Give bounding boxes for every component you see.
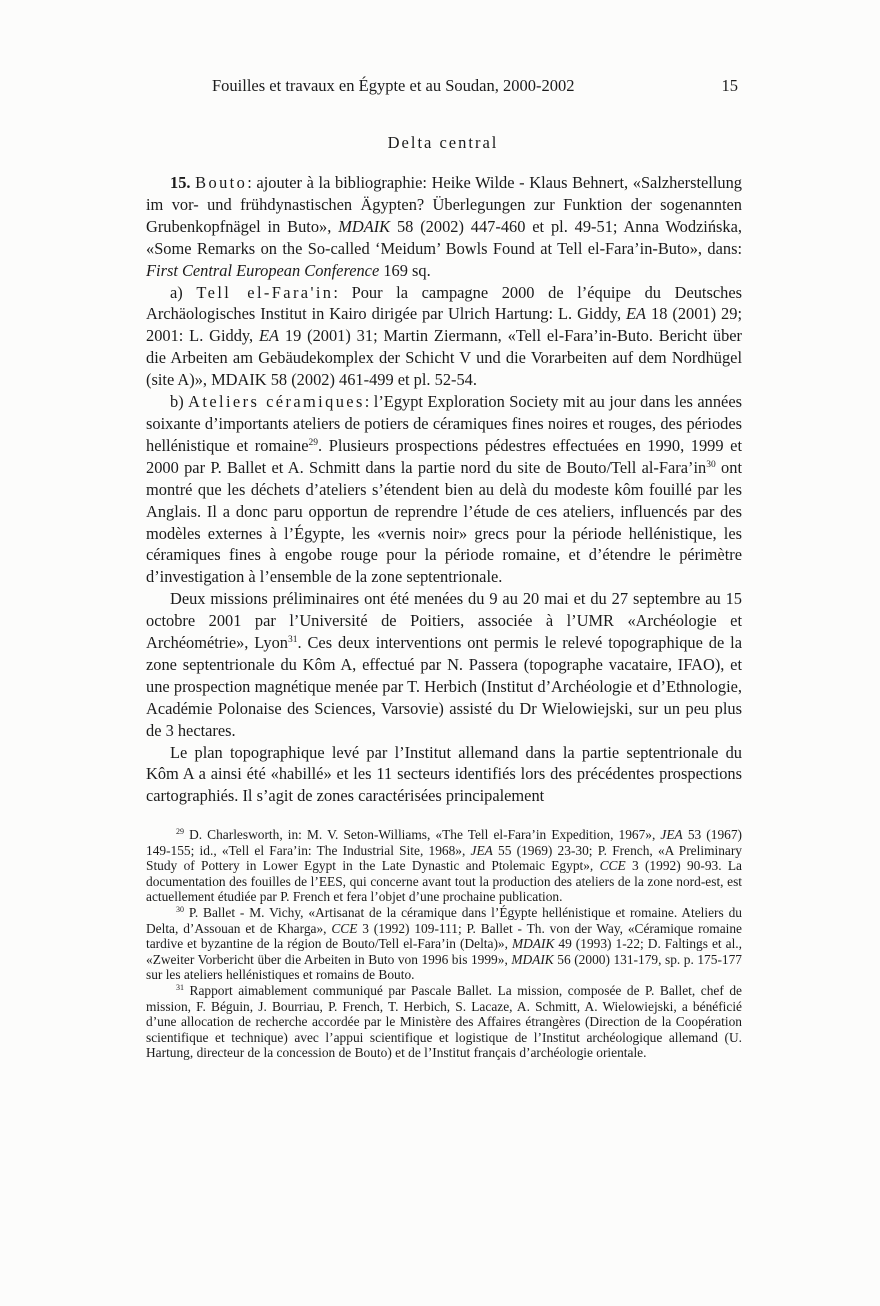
paragraph-text: ont montré que les déchets d’ateliers s’étendent bien au delà du modeste kôm fouillé par les Anglais. Il a donc paru opportun de reprendre l’étude de ces ateliers, influencés par des modèles externes à l’Égypte, les «vernis noir» grecs pour la période hellénistique, les céramiques fines à engobe rouge pour la période romaine, et d’étendre le périmètre d’investigation à l’ensemble de la zone septentrionale. [146, 457, 742, 587]
journal-title: JEA [660, 827, 683, 842]
paragraph-missions [146, 588, 742, 741]
paragraph-ateliers [146, 391, 742, 588]
footnote-31 [146, 983, 742, 1061]
book-title: First Central European Conference [146, 260, 380, 280]
journal-title: CCE [331, 920, 358, 936]
running-title: Fouilles et travaux en Égypte et au Soudan, 2000-2002 [212, 76, 575, 95]
section-title: Delta central [387, 133, 499, 152]
paragraph-tell-el-farain [146, 282, 742, 392]
journal-title: JEA [470, 842, 493, 858]
journal-title: EA [259, 326, 280, 346]
footnote-text: P. Ballet - M. Vichy, «Artisanat de la céramique dans l’Égypte hellénistique et romaine. Ateliers du Delta, d’Assouan et de Kharga», [146, 904, 742, 936]
footnote-text: 55 (1969) 23-30; P. French, «A Preliminary Study of Pottery in Lower Egypt in the Late Dynastic and Ptolemaic Egypt», [146, 842, 742, 874]
footnote-text: 53 (1967) 149-155; id., «Tell el Fara’in: The Industrial Site, 1968», [146, 827, 742, 858]
paragraph-plan [146, 742, 742, 808]
footnote-text: 3 (1992) 109-111; P. Ballet - Th. von der Way, «Céramique romaine tardive et byzantine de la région de Bouto/Tell el-Fara’in (Delta)», [146, 920, 743, 952]
journal-title: EA [626, 304, 647, 324]
subsection-label: a) [170, 282, 197, 302]
paragraph-text: Deux missions préliminaires ont été menées du 9 au 20 mai et du 27 septembre au 15 octobre 2001 par l’Université de Poitiers, associée à l’UMR «Archéologie et Archéométrie», Lyon [146, 589, 742, 653]
footnote-text: D. Charlesworth, in: M. V. Seton-Williams, «The Tell el-Fara’in Expedition, 1967», [184, 827, 661, 842]
journal-title: MDAIK [511, 951, 554, 967]
footnote-text: 49 (1993) 1-22; D. Faltings et al., «Zweiter Vorbericht über die Arbeiten in Buto von 1996 bis 1999», [146, 936, 743, 967]
footnote-text: 56 (2000) 131-179, sp. p. 175-177 sur les ateliers hellénistiques et romains de Bouto. [146, 951, 742, 983]
paragraph-bouto-intro [146, 172, 742, 282]
subsection-label: b) [170, 392, 189, 412]
paragraph-text: . Plusieurs prospections pédestres effectuées en 1990, 1999 et 2000 par P. Ballet et A. Schmitt dans la partie nord du site de Bouto/Tell al-Fara’in [146, 435, 743, 477]
entry-intro-text-3: 169 sq. [379, 260, 431, 280]
footnote-number: 31 [176, 982, 184, 992]
paragraph-text: : Pour la campagne 2000 de l’équipe du Deutsches Archäologisches Institut in Kairo dirigée par Ulrich Hartung: L. Giddy, [146, 282, 742, 324]
subsection-heading: Tell el-Fara'in [196, 282, 334, 302]
footnote-29 [146, 827, 742, 905]
page-number: 15 [721, 76, 738, 95]
entry-intro-text: : ajouter à la bibliographie: Heike Wilde - Klaus Behnert, «Salzherstellung im vor- und frühdynastischen Ägypten? Überlegungen zur Funktion der sogenannten Grubenkopfnägel in Buto», [146, 173, 742, 236]
paragraph-text: : l’Egypt Exploration Society mit au jour dans les années soixante d’importants ateliers de potiers de céramiques fines noires et rouges, des périodes hellénistique et romaine [146, 392, 742, 455]
subsection-heading: Ateliers céramiques [188, 392, 365, 412]
paragraph-text: 19 (2001) 31; Martin Ziermann, «Tell el-Fara’in-Buto. Bericht über die Arbeiten am Gebäudekomplex der Schicht V und die Vorarbeiten auf dem Nordhügel (site A)», MDAIK 58 (2002) 461-499 et pl. 52-54. [146, 326, 743, 390]
entry-intro-text-2: 58 (2002) 447-460 et pl. 49-51; Anna Wodzińska, «Some Remarks on the So-called ‘Meidum’ Bowls Found at Tell el-Fara’in-Buto», dans: [146, 216, 742, 258]
paragraph-text: Le plan topographique levé par l’Institut allemand dans la partie septentrionale du Kôm A a ainsi été «habillé» et les 11 secteurs identifiés lors des précédentes prospections cartographiés. Il s’agit de zones caractérisées principalement [146, 742, 742, 806]
paragraph-text: . Ces deux interventions ont permis le relevé topographique de la zone septentrionale du Kôm A, effectué par N. Passera (topographe vacataire, IFAO), et une prospection magnétique menée par T. Herbich (Institut d’Archéologie et d’Ethnologie, Académie Polonaise des Sciences, Varsovie) assisté du Dr Wielowiejski, sur un peu plus de 3 hectares. [146, 633, 743, 740]
journal-title: CCE [599, 858, 626, 874]
footnote-ref[interactable]: 29 [308, 437, 319, 448]
footnote-number: 30 [176, 904, 184, 914]
footnote-number: 29 [176, 827, 184, 836]
footnote-ref[interactable]: 30 [706, 459, 716, 470]
footnote-ref[interactable]: 31 [288, 635, 298, 646]
running-header [148, 74, 738, 98]
footnote-text: 3 (1992) 90-93. La documentation des fouilles de l’EES, qui concerne avant tout la production des ateliers de la zone nord-est, est actuellement étudiée par P. French et fera l’objet d’une prochaine publication. [146, 858, 743, 905]
entry-site-name: Bouto [195, 173, 248, 192]
journal-title: MDAIK [511, 936, 555, 952]
main-text [146, 172, 742, 807]
footnote-30 [146, 905, 742, 983]
footnotes [146, 827, 742, 1061]
entry-number: 15. [170, 173, 191, 192]
journal-title: MDAIK [338, 216, 391, 236]
footnote-text: Rapport aimablement communiqué par Pascale Ballet. La mission, composée de P. Ballet, chef de mission, F. Béguin, J. Bourriau, P. French, T. Herbich, S. Lacaze, A. Schmitt, A. Wielowiejski, a bénéficié d’une allocation de recherche accordée par le Ministère des Affaires étrangères (Direction de la Coopération scientifique et technique) avec l’appui scientifique et logistique de l’Institut archéologique allemand (U. Hartung, directeur de la concession de Bouto) et de l’Institut français d’archéologie orientale. [146, 982, 742, 1061]
paragraph-text: 18 (2001) 29; 2001: L. Giddy, [146, 304, 742, 346]
